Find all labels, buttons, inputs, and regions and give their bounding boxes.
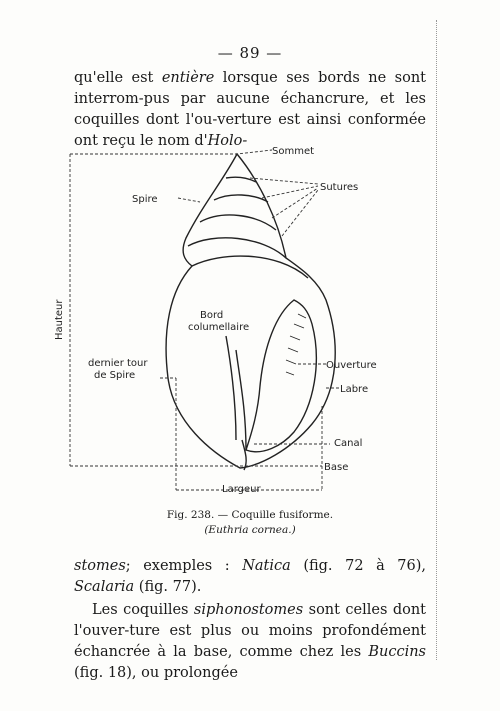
leader-sutures xyxy=(250,178,318,236)
figure-caption xyxy=(0,508,500,538)
paragraph-bottom-text-1: Les coquilles xyxy=(92,602,194,618)
suture-line xyxy=(192,256,308,278)
columella-line xyxy=(226,336,236,440)
term-natica: Natica xyxy=(242,558,291,574)
paragraph-middle-text-2: (fig. 72 à 76), xyxy=(290,558,426,574)
paragraph-bottom xyxy=(74,600,426,684)
label-largeur: Largeur xyxy=(222,484,261,495)
paragraph-top-text-1: qu'elle est xyxy=(74,70,162,86)
fusiform-shell-drawing xyxy=(50,140,450,500)
term-siphonostomes: siphonostomes xyxy=(193,602,304,618)
caption-line-1: Fig. 238. — Coquille fusiforme. xyxy=(166,509,334,521)
page-number: — 89 — xyxy=(217,44,283,62)
paragraph-middle-text-1: ; exemples : xyxy=(125,558,243,574)
label-bord-2: columellaire xyxy=(188,322,250,333)
term-buccins: Buccins xyxy=(368,644,426,660)
term-entiere: entière xyxy=(161,70,215,86)
label-sommet: Sommet xyxy=(272,146,315,157)
suture-line xyxy=(188,238,286,258)
caption-line-2: (Euthria cornea.) xyxy=(204,524,296,536)
aperture-outline xyxy=(246,300,316,452)
suture-line xyxy=(214,195,268,202)
term-stomes: stomes xyxy=(74,558,126,574)
label-dernier-1: dernier tour xyxy=(88,358,148,369)
shell-outline xyxy=(166,154,335,468)
paragraph-bottom-text-3: (fig. 18), ou prolongée xyxy=(74,665,238,681)
label-hauteur: Hauteur xyxy=(54,299,65,340)
label-dernier-2: de Spire xyxy=(94,370,136,381)
label-ouverture: Ouverture xyxy=(326,360,377,371)
term-holostomes: Holo- xyxy=(207,133,248,149)
hatching xyxy=(286,314,306,375)
label-canal: Canal xyxy=(334,438,363,449)
suture-line xyxy=(200,215,276,230)
label-base: Base xyxy=(324,462,349,473)
paragraph-middle-text-3: (fig. 77). xyxy=(134,579,202,595)
label-sutures: Sutures xyxy=(320,182,359,193)
label-labre: Labre xyxy=(340,384,369,395)
paragraph-bottom-text-2: sont celles dont l'ouver-ture est plus ou moins profondément échancrée à la base, comme chez les xyxy=(74,602,426,660)
paragraph-middle xyxy=(74,556,426,598)
shell-figure xyxy=(50,140,450,500)
columella-line xyxy=(236,350,246,450)
term-scalaria: Scalaria xyxy=(74,579,135,595)
leader-spire xyxy=(178,198,200,202)
label-spire: Spire xyxy=(132,194,158,205)
paragraph-top-text-2: lorsque ses bords ne sont interrom-pus par aucune échancrure, et les coquilles dont l'ou-verture est ainsi conformée ont reçu le nom d' xyxy=(74,70,426,149)
guide-top xyxy=(70,150,272,154)
label-bord-1: Bord xyxy=(200,310,224,321)
